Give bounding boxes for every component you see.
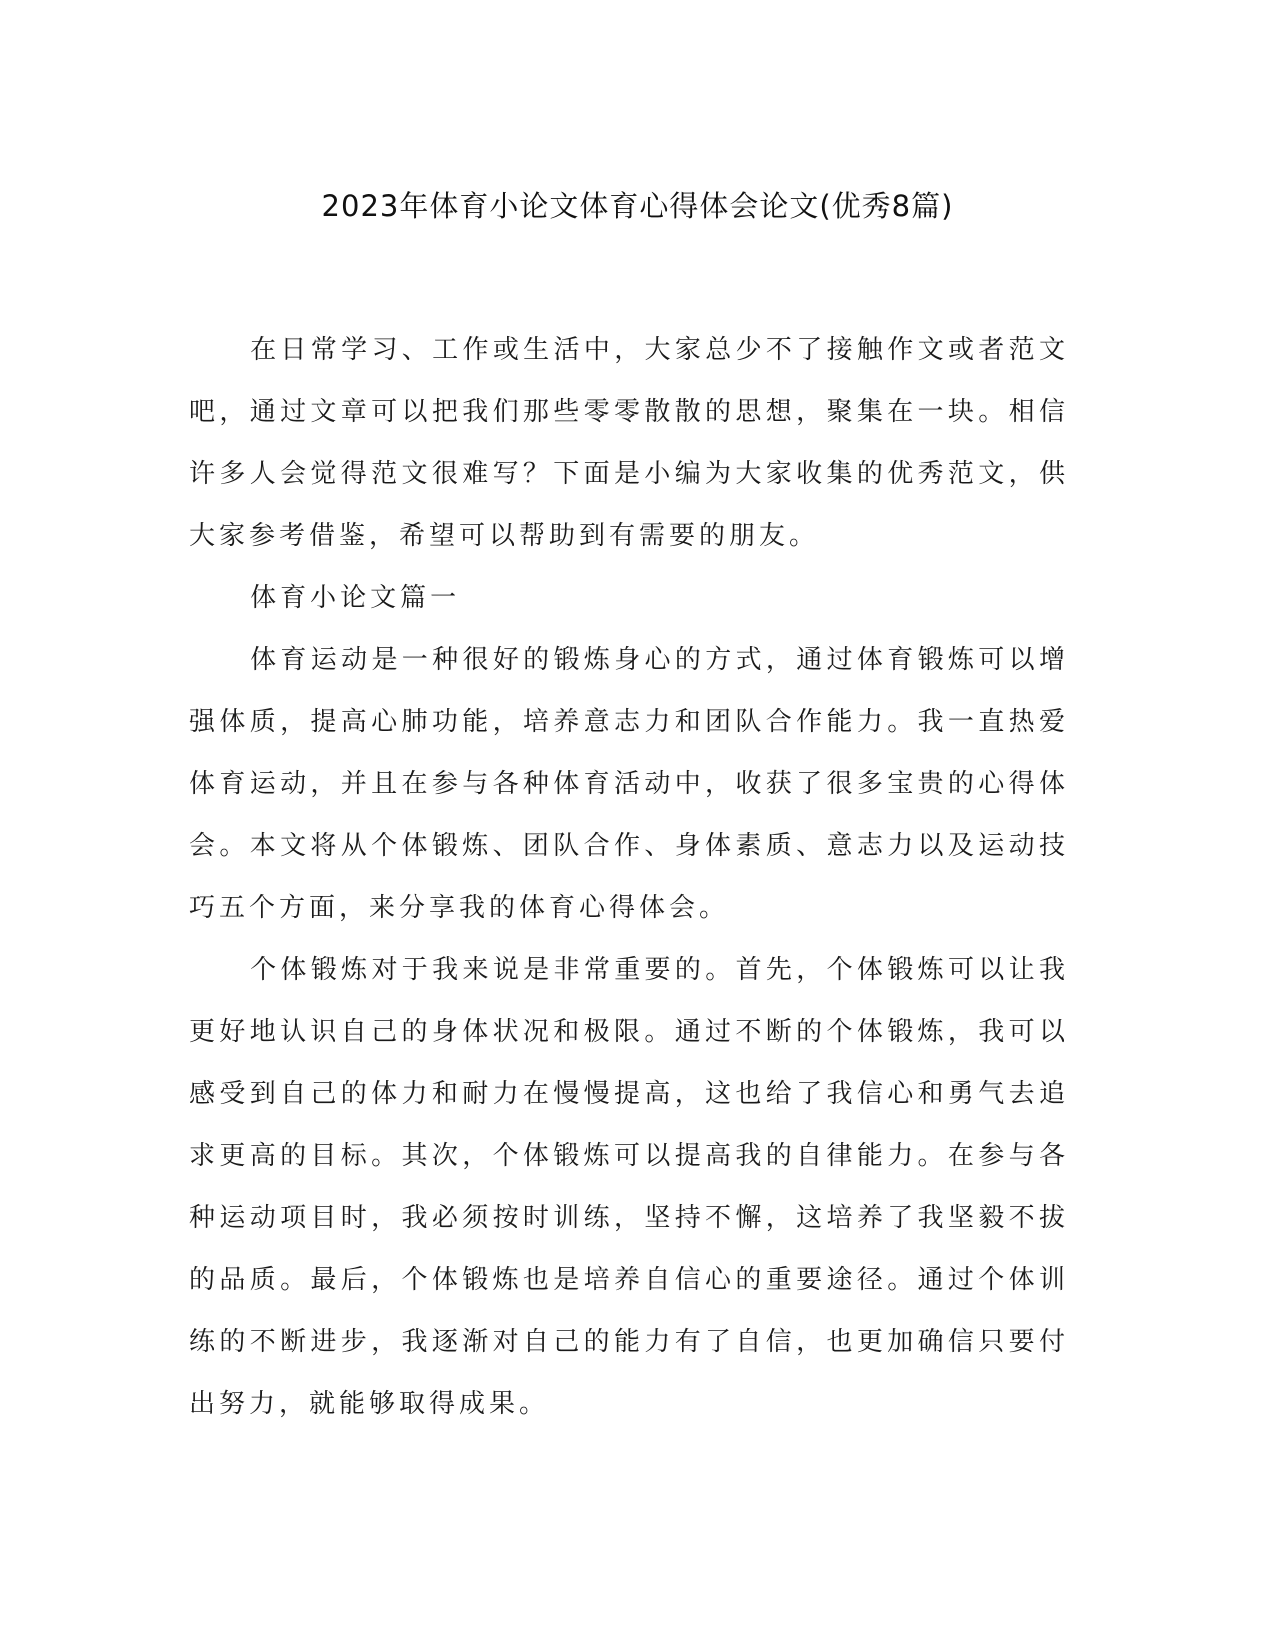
document-body (189, 319, 1069, 1435)
body-paragraph: 体育运动是一种很好的锻炼身心的方式，通过体育锻炼可以增强体质，提高心肺功能，培养意志力和团队合作能力。我一直热爱体育运动，并且在参与各种体育活动中，收获了很多宝贵的心得体会。本文将从个体锻炼、团队合作、身体素质、意志力以及运动技巧五个方面，来分享我的体育心得体会。 (189, 645, 1069, 923)
body-paragraph: 个体锻炼对于我来说是非常重要的。首先，个体锻炼可以让我更好地认识自己的身体状况和极限。通过不断的个体锻炼，我可以感受到自己的体力和耐力在慢慢提高，这也给了我信心和勇气去追求更高的目标。其次，个体锻炼可以提高我的自律能力。在参与各种运动项目时，我必须按时训练，坚持不懈，这培养了我坚毅不拔的品质。最后，个体锻炼也是培养自信心的重要途径。通过个体训练的不断进步，我逐渐对自己的能力有了自信，也更加确信只要付出努力，就能够取得成果。 (189, 955, 1069, 1419)
section-heading: 体育小论文篇一 (250, 583, 461, 613)
document-title: 2023年体育小论文体育心得体会论文(优秀8篇) (321, 189, 954, 223)
intro-paragraph: 在日常学习、工作或生活中，大家总少不了接触作文或者范文吧，通过文章可以把我们那些零零散散的思想，聚集在一块。相信许多人会觉得范文很难写？下面是小编为大家收集的优秀范文，供大家参考借鉴，希望可以帮助到有需要的朋友。 (189, 335, 1069, 551)
